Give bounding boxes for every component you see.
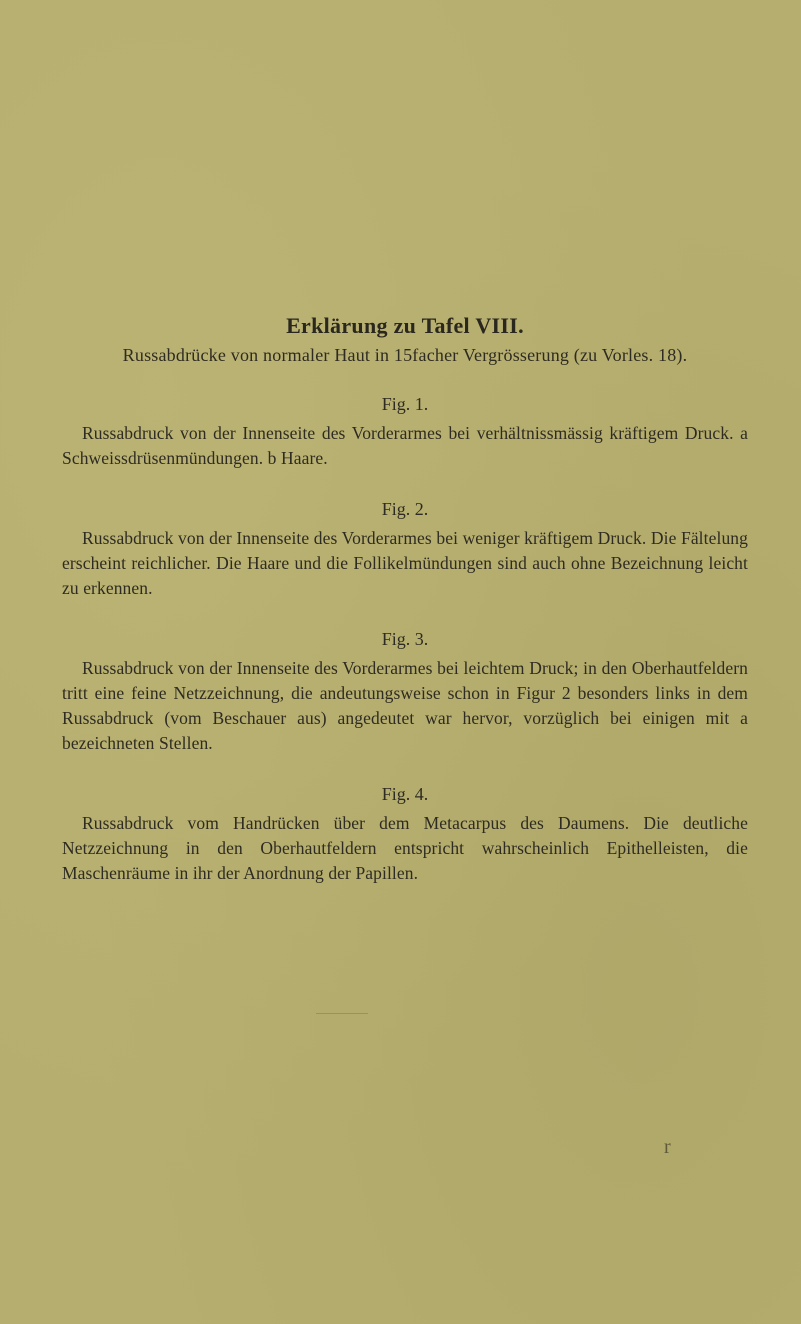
figure-1-heading: Fig. 1. [381,394,429,414]
figure-3-heading: Fig. 3. [381,629,429,649]
figure-4-text: Russabdruck vom Handrücken über dem Metacarpus des Daumens. Die deutliche Netzzeichnung in den Oberhautfeldern entspricht wahrscheinlich Epithelleisten, die Maschenräume in ihr der Anordnung der Papillen. [62,813,748,883]
figure-1-text: Russabdruck von der Innenseite des Vorderarmes bei verhältnissmässig kräftigem Druck. a Schweissdrüsenmündungen. b Haare. [62,423,748,468]
divider-rule [316,1013,368,1014]
corner-mark: r [664,1136,671,1158]
figure-3-text: Russabdruck von der Innenseite des Vorderarmes bei leichtem Druck; in den Oberhautfeldern tritt eine feine Netzzeichnung, die andeutungsweise schon in Figur 2 besonders links in dem Russabdruck (vom Beschauer aus) angedeutet war hervor, vorzüglich bei einigen mit a bezeichneten Stellen. [62,658,748,753]
page-title: Erklärung zu Tafel VIII. [286,313,524,338]
page-subtitle: Russabdrücke von normaler Haut in 15facher Vergrösserung (zu Vorles. 18). [122,345,688,365]
figure-2-text: Russabdruck von der Innenseite des Vorderarmes bei weniger kräftigem Druck. Die Fältelung erscheint reichlicher. Die Haare und die Follikelmündungen sind auch ohne Bezeichnung leicht zu erkennen. [62,528,748,598]
figure-2-heading: Fig. 2. [381,499,429,519]
document-body [62,313,748,886]
figure-4-heading: Fig. 4. [381,784,429,804]
